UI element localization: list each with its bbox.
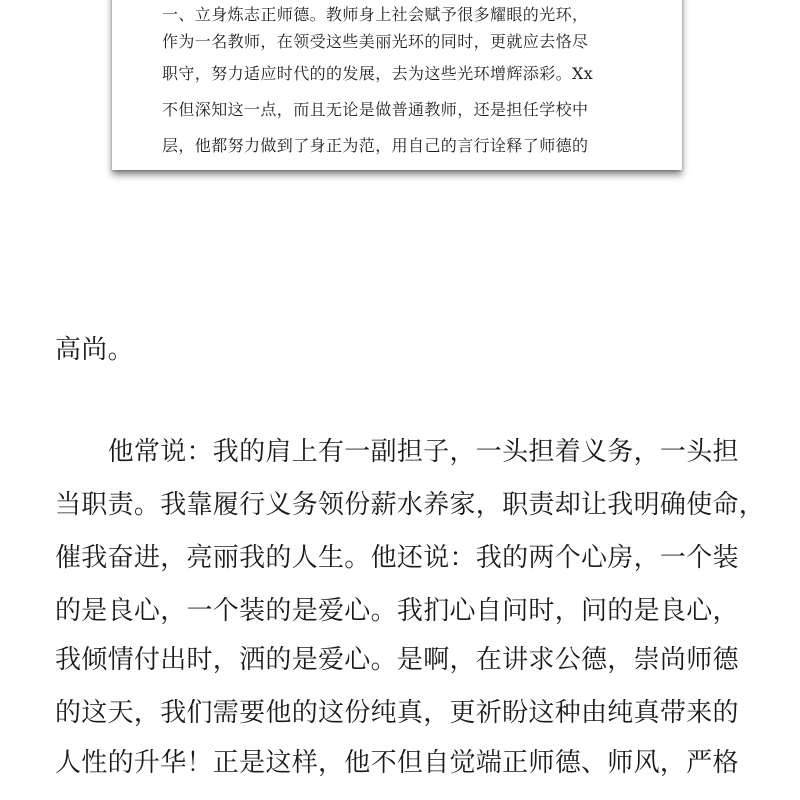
paragraph-line: 我倾情付出时，洒的是爱心。是啊，在讲求公德，崇尚师德 xyxy=(55,645,739,675)
preview-line: 一、立身炼志正师德。教师身上社会赋予很多耀眼的光环， xyxy=(162,5,589,24)
preview-line: 不但深知这一点，而且无论是做普通教师，还是担任学校中 xyxy=(162,100,589,119)
paragraph-line: 催我奋进，亮丽我的人生。他还说：我的两个心房，一个装 xyxy=(55,543,739,573)
preview-line: 作为一名教师，在领受这些美丽光环的同时，更就应去恪尽 xyxy=(162,32,589,51)
paragraph-continuation: 高尚。 xyxy=(55,335,134,365)
paragraph-line: 人性的升华！正是这样，他不但自觉端正师德、师风，严格 xyxy=(55,748,739,778)
paragraph-line: 他常说：我的肩上有一副担子，一头担着义务，一头担 xyxy=(55,437,739,467)
preview-line: 职守，努力适应时代的的发展，去为这些光环增辉添彩。Xx xyxy=(162,64,594,83)
paragraph-line: 的这天，我们需要他的这份纯真，更祈盼这种由纯真带来的 xyxy=(55,698,739,728)
paragraph-line: 的是良心，一个装的是爱心。我扪心自问时，问的是良心， xyxy=(55,596,739,626)
preview-line: 层，他都努力做到了身正为范，用自己的言行诠释了师德的 xyxy=(162,136,589,155)
paragraph-line: 当职责。我靠履行义务领份薪水养家，职责却让我明确使命， xyxy=(55,490,766,520)
document-preview-card xyxy=(112,0,682,170)
